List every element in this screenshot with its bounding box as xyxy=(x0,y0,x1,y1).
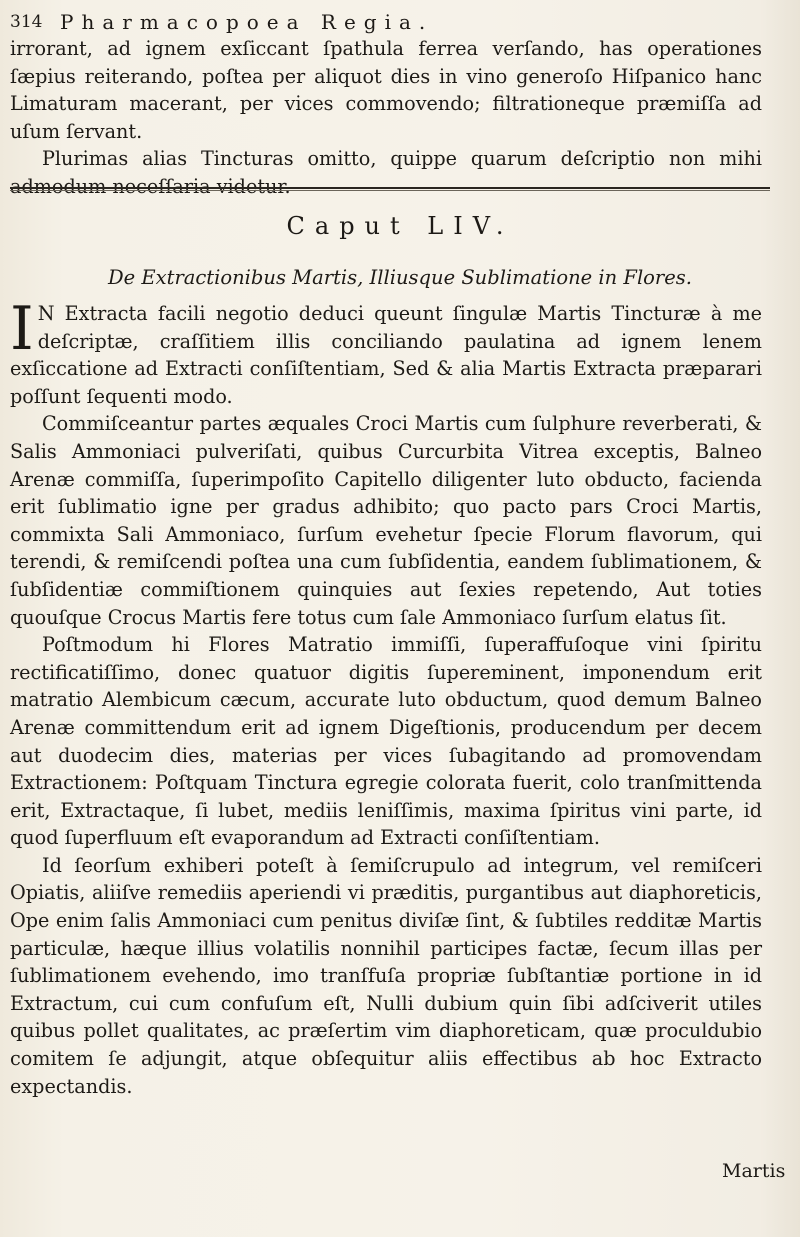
paragraph: Poſtmodum hi Flores Matratio immiſſi, ſuperaffuſoque vini ſpiritu rectificatiſſimo, donec quatuor digitis ſupereminent, imponendum erit matratio Alembicum cæcum, accurate luto obductum, quod demum Balneo Arenæ committendum erit ad ignem Digeſtionis, producendum per decem aut duodecim dies, materias per vices ſubagitando ad promovendam Extractionem: Poſtquam Tinctura egregie colorata fuerit, colo tranſmittenda erit, Extractaque, ſi lubet, mediis leniſſimis, maxima ſpiritus vini parte, id quod ſuperfluum eſt evaporandum ad Extracti conſiſtentiam. xyxy=(10,633,762,850)
paragraph: Commiſceantur partes æquales Croci Martis cum ſulphure reverberati, & Salis Ammoniaci pulveriſati, quibus Curcurbita Vitrea exceptis, Balneo Arenæ commiſſa, ſuperimpoſito Capitello diligenter luto obducto, facienda erit ſublimatio igne per gradus adhibito; quo pacto pars Croci Martis, commixta Sali Ammoniaco, ſurſum evehetur ſpecie Florum flavorum, qui terendi, & remiſcendi poſtea una cum ſubſidentia, eandem ſublimationem, & ſubſidentiæ commiſtionem quinquies aut ſexies repetendo, Aut toties quouſque Crocus Martis fere totus cum ſale Ammoniaco ſurſum elatus ſit. xyxy=(10,412,762,629)
paragraph-text: N Extracta facili negotio deduci queunt ſingulæ Martis Tincturæ à me deſcriptæ, craſſitiem illis conciliando paulatina ad ignem lenem exſiccatione ad Extracti conſiſtentiam, Sed & alia Martis Extracta præparari poſſunt ſequenti modo. xyxy=(10,302,762,408)
running-title: Pharmacopoea Regia. xyxy=(60,10,434,34)
chapter-heading: Caput LIV. xyxy=(286,212,514,240)
paragraph: Plurimas alias Tincturas omitto, quippe quarum deſcriptio non mihi admodum neceſſaria videtur. xyxy=(10,147,762,198)
paragraph xyxy=(10,294,762,410)
section-divider-rule xyxy=(10,187,770,191)
chapter-subtitle: De Extractionibus Martis, Illiusque Sublimatione in Flores. xyxy=(108,266,692,289)
page-number: 314 xyxy=(10,12,43,32)
main-text-block xyxy=(10,294,762,1100)
paragraph: irrorant, ad ignem exſiccant ſpathula ferrea verſando, has operationes ſæpius reiterando, poſtea per aliquot dies in vino generoſo Hiſpanico hanc Limaturam macerant, per vices commovendo; filtrationeque præmiſſa ad uſum ſervant. xyxy=(10,37,762,143)
drop-cap: I xyxy=(10,294,34,364)
running-header xyxy=(10,6,770,38)
catchword: Martis xyxy=(722,1160,786,1182)
paragraph: Id ſeorſum exhiberi poteſt à ſemiſcrupulo ad integrum, vel remiſceri Opiatis, aliiſve remediis aperiendi vi præditis, purgantibus aut diaphoreticis, Ope enim ſalis Ammoniaci cum penitus diviſæ ſint, & ſubtiles redditæ Martis particulæ, hæque illius volatilis nonnihil participes factæ, ſecum illas per ſublimationem evehendo, imo tranſfuſa propriæ ſubſtantiæ portione in id Extractum, cui cum confuſum eſt, Nulli dubium quin ſibi adſciverit utiles quibus pollet qualitates, ac præſertim vim diaphoreticam, quæ proculdubio comitem ſe adjungit, atque obſequitur aliis effectibus ab hoc Extracto expectandis. xyxy=(10,853,762,1098)
intro-text-block xyxy=(10,35,762,201)
